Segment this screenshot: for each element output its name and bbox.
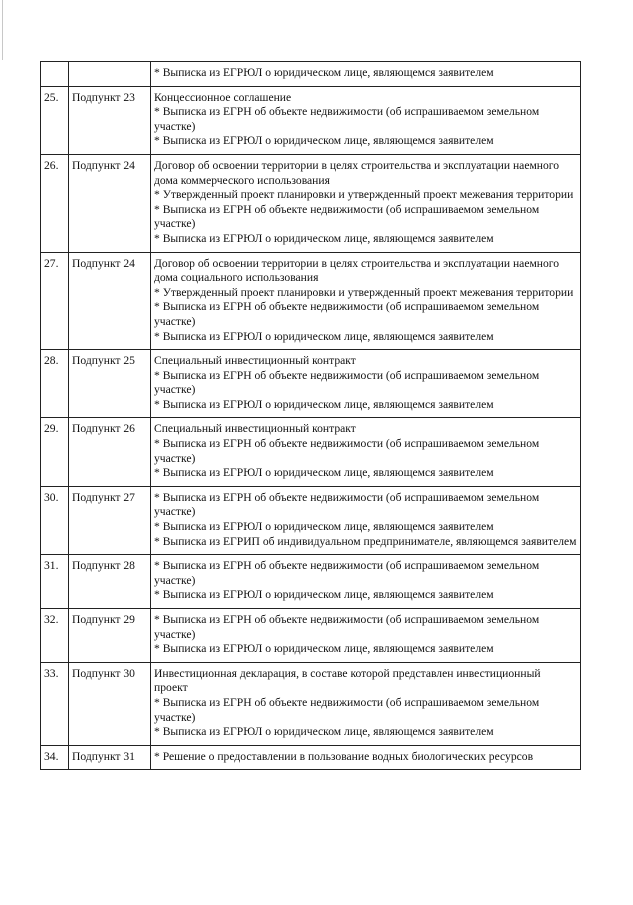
row-documents (151, 486, 581, 554)
table-row (41, 62, 581, 87)
document-line: * Выписка из ЕГРЮЛ о юридическом лице, являющемся заявителем (154, 588, 494, 602)
row-documents (151, 555, 581, 609)
document-line: * Выписка из ЕГРН об объекте недвижимости (об испрашиваемом земельном участке) (154, 695, 540, 724)
row-number: 30. (41, 486, 69, 554)
row-subitem: Подпункт 31 (69, 745, 151, 770)
row-subitem: Подпункт 30 (69, 662, 151, 745)
document-line: * Выписка из ЕГРИП об индивидуальном предпринимателе, являющемся заявителем (154, 534, 577, 548)
document-line: * Выписка из ЕГРЮЛ о юридическом лице, являющемся заявителем (154, 134, 494, 148)
row-subitem (69, 62, 151, 87)
table-row (41, 555, 581, 609)
document-line: * Выписка из ЕГРЮЛ о юридическом лице, являющемся заявителем (154, 66, 494, 79)
table-row (41, 418, 581, 486)
document-line: Договор об освоении территории в целях строительства и эксплуатации наемного дома коммерческого использования (154, 158, 560, 187)
document-line: * Утвержденный проект планировки и утвержденный проект межевания территории (154, 285, 574, 299)
row-documents (151, 154, 581, 252)
document-line: Договор об освоении территории в целях строительства и эксплуатации наемного дома социального использования (154, 256, 560, 285)
document-line: Концессионное соглашение (154, 90, 292, 104)
document-line: * Выписка из ЕГРН об объекте недвижимости (об испрашиваемом земельном участке) (154, 105, 540, 133)
row-subitem: Подпункт 28 (69, 555, 151, 609)
document-line: * Выписка из ЕГРН об объекте недвижимости (об испрашиваемом земельном участке) (154, 490, 540, 519)
table-row (41, 350, 581, 418)
table-row (41, 745, 581, 770)
document-line: * Выписка из ЕГРН об объекте недвижимости (об испрашиваемом земельном участке) (154, 613, 540, 641)
table-body (41, 62, 581, 770)
row-documents (151, 252, 581, 350)
row-subitem: Подпункт 23 (69, 86, 151, 154)
row-number: 31. (41, 555, 69, 609)
document-line: * Выписка из ЕГРН об объекте недвижимости (об испрашиваемом земельном участке) (154, 437, 540, 465)
row-documents (151, 662, 581, 745)
row-number: 33. (41, 662, 69, 745)
table-row (41, 154, 581, 252)
document-line: Специальный инвестиционный контракт (154, 422, 356, 436)
documents-table (40, 61, 581, 770)
row-number: 32. (41, 609, 69, 663)
document-line: * Выписка из ЕГРЮЛ о юридическом лице, являющемся заявителем (154, 725, 494, 739)
table-row (41, 86, 581, 154)
document-line: * Утвержденный проект планировки и утвержденный проект межевания территории (154, 188, 574, 202)
document-line: * Выписка из ЕГРЮЛ о юридическом лице, являющемся заявителем (154, 642, 494, 656)
row-documents (151, 62, 581, 87)
row-documents (151, 418, 581, 486)
row-number: 27. (41, 252, 69, 350)
document-line: * Выписка из ЕГРЮЛ о юридическом лице, являющемся заявителем (154, 466, 494, 480)
row-number: 25. (41, 86, 69, 154)
table-row (41, 252, 581, 350)
row-number: 26. (41, 154, 69, 252)
document-line: * Выписка из ЕГРЮЛ о юридическом лице, являющемся заявителем (154, 329, 494, 343)
table-row (41, 486, 581, 554)
row-documents (151, 86, 581, 154)
row-subitem: Подпункт 24 (69, 154, 151, 252)
row-number: 34. (41, 745, 69, 770)
table-row (41, 662, 581, 745)
row-number: 29. (41, 418, 69, 486)
scan-edge-mark (2, 0, 3, 60)
document-line: * Решение о предоставлении в пользование водных биологических ресурсов (154, 749, 534, 763)
row-documents (151, 350, 581, 418)
document-line: * Выписка из ЕГРН об объекте недвижимости (об испрашиваемом земельном участке) (154, 300, 540, 328)
row-documents (151, 745, 581, 770)
row-subitem: Подпункт 25 (69, 350, 151, 418)
row-documents (151, 609, 581, 663)
document-line: Специальный инвестиционный контракт (154, 354, 356, 368)
document-line: * Выписка из ЕГРН об объекте недвижимости (об испрашиваемом земельном участке) (154, 559, 540, 587)
document-line: * Выписка из ЕГРЮЛ о юридическом лице, являющемся заявителем (154, 520, 494, 534)
row-subitem: Подпункт 27 (69, 486, 151, 554)
document-line: Инвестиционная декларация, в составе которой представлен инвестиционный проект (154, 666, 541, 695)
document-line: * Выписка из ЕГРН об объекте недвижимости (об испрашиваемом земельном участке) (154, 368, 540, 397)
row-number: 28. (41, 350, 69, 418)
document-line: * Выписка из ЕГРЮЛ о юридическом лице, являющемся заявителем (154, 231, 494, 245)
row-subitem: Подпункт 26 (69, 418, 151, 486)
document-line: * Выписка из ЕГРЮЛ о юридическом лице, являющемся заявителем (154, 397, 494, 411)
row-subitem: Подпункт 29 (69, 609, 151, 663)
row-number (41, 62, 69, 87)
document-line: * Выписка из ЕГРН об объекте недвижимости (об испрашиваемом земельном участке) (154, 202, 540, 231)
table-row (41, 609, 581, 663)
row-subitem: Подпункт 24 (69, 252, 151, 350)
